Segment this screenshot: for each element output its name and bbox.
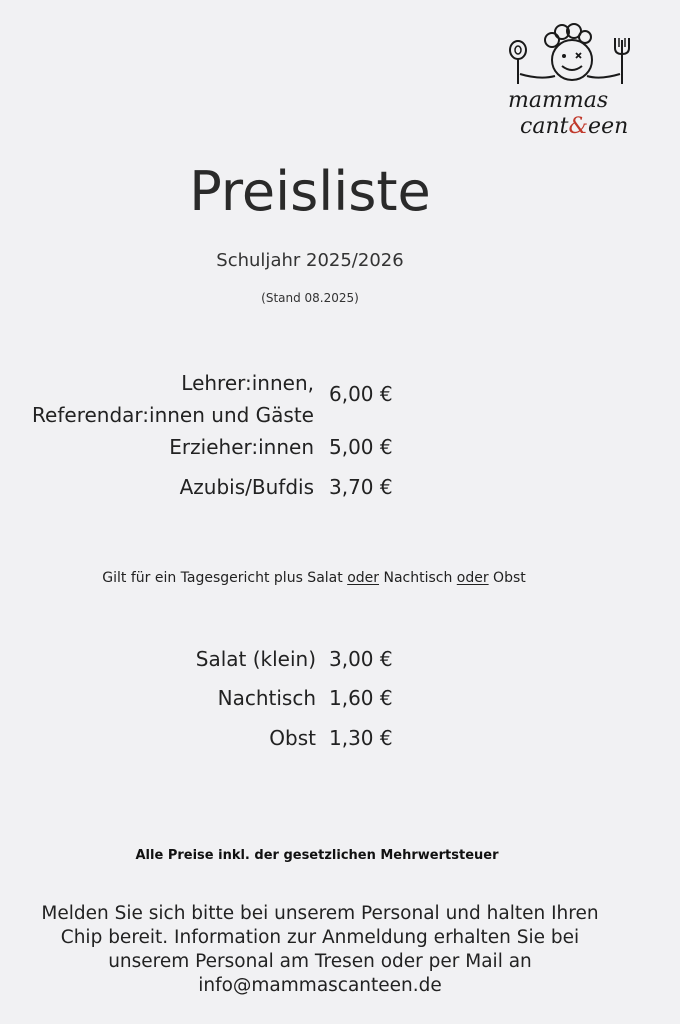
price-label-fruit: Obst [269,726,316,750]
meal-note [0,570,628,586]
logo-text-line1: mammas [508,88,609,113]
price-value-trainees: 3,70 € [329,475,393,499]
school-year: Schuljahr 2025/2026 [216,250,404,271]
note-or-underlined: oder [347,570,380,586]
stand-date: (Stand 08.2025) [261,291,359,305]
price-value-salad: 3,00 € [329,647,393,671]
price-value-dessert: 1,60 € [329,686,393,710]
logo-text-part: cant [520,114,569,139]
price-label-teachers-line2: Referendar:innen und Gäste [32,403,314,427]
note-text: Gilt für ein Tagesgericht plus Salat [102,570,348,586]
note-text: Obst [488,570,526,586]
mammas-canteen-logo [500,22,650,147]
price-value-fruit: 1,30 € [329,726,393,750]
registration-info [20,902,620,998]
note-or-underlined: oder [456,570,489,586]
info-line: Melden Sie sich bitte bei unserem Personal und halten Ihren [41,903,599,924]
logo-ampersand: & [568,114,589,139]
price-value-educators: 5,00 € [329,435,393,459]
page-title: Preisliste [189,160,431,223]
note-text: Nachtisch [379,570,457,586]
face-with-cutlery-icon [500,22,650,97]
logo-text-line2 [520,114,628,139]
price-value-teachers: 6,00 € [329,382,393,406]
price-label-dessert: Nachtisch [217,686,316,710]
logo-text-part: een [588,114,629,139]
price-label-educators: Erzieher:innen [169,435,314,459]
info-line: Chip bereit. Information zur Anmeldung erhalten Sie bei [60,927,580,948]
price-label-trainees: Azubis/Bufdis [179,475,314,499]
price-label-salad: Salat (klein) [195,647,316,671]
info-line: unserem Personal am Tresen oder per Mail an [108,951,532,972]
price-label-teachers-line1: Lehrer:innen, [181,371,314,395]
vat-note: Alle Preise inkl. der gesetzlichen Mehrwertsteuer [135,848,499,863]
info-email: info@mammascanteen.de [198,975,442,996]
